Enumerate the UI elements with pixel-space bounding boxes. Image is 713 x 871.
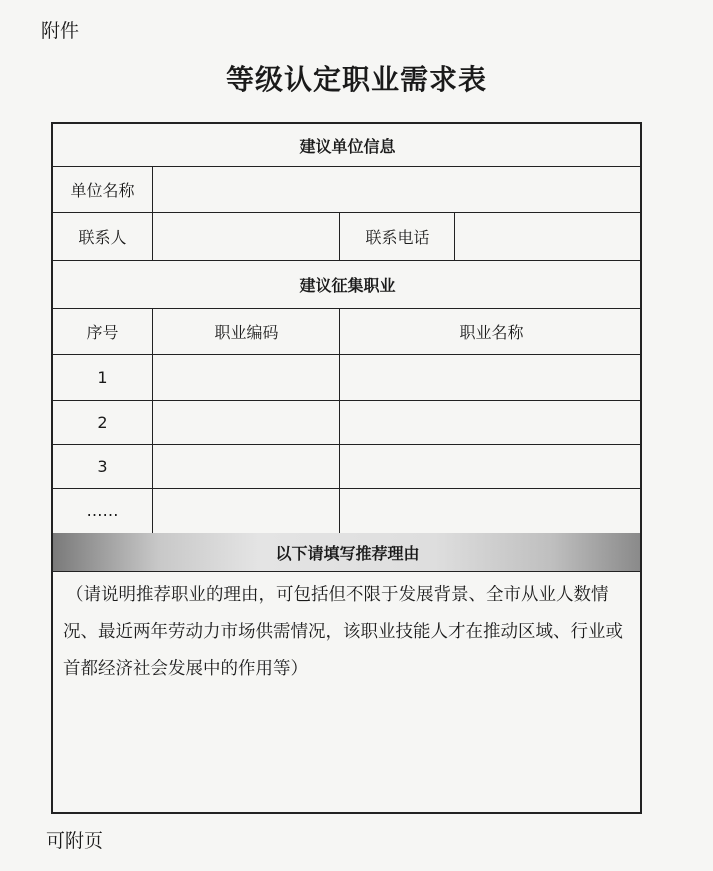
- occupation-code-field[interactable]: [154, 489, 339, 533]
- row-number: 2: [97, 412, 108, 432]
- contact-phone-field[interactable]: [456, 213, 642, 260]
- occupation-name-field[interactable]: [341, 401, 642, 444]
- footer-note: 可附页: [46, 830, 104, 852]
- col-divider: [339, 212, 340, 260]
- document-title: 等级认定职业需求表: [225, 63, 487, 96]
- demand-form: [51, 122, 642, 814]
- occupation-name-field[interactable]: [341, 445, 642, 488]
- section-reason: 以下请填写推荐理由: [275, 543, 420, 563]
- occupation-code-field[interactable]: [154, 401, 339, 444]
- contact-person-field[interactable]: [154, 213, 339, 260]
- contact-person-label: 联系人: [78, 227, 127, 247]
- col-divider: [152, 308, 153, 533]
- column-header-code: 职业编码: [214, 322, 279, 342]
- col-divider: [152, 166, 153, 260]
- row-number: 3: [97, 456, 108, 476]
- contact-phone-label: 联系电话: [365, 227, 430, 247]
- occupation-name-field[interactable]: [341, 489, 642, 533]
- occupation-name-field[interactable]: [341, 355, 642, 400]
- row-divider: [53, 571, 640, 572]
- reason-instructions[interactable]: （请说明推荐职业的理由，可包括但不限于发展背景、全市从业人数情况、最近两年劳动力市场供需情况，该职业技能人才在推动区域、行业或首都经济社会发展中的作用等）: [63, 585, 623, 679]
- column-header-no: 序号: [86, 322, 119, 342]
- row-number: 1: [97, 367, 108, 387]
- column-header-name: 职业名称: [459, 322, 524, 342]
- col-divider: [339, 308, 340, 533]
- occupation-code-field[interactable]: [154, 445, 339, 488]
- unit-name-field[interactable]: [154, 167, 642, 212]
- col-divider: [454, 212, 455, 260]
- row-number: ……: [86, 501, 119, 520]
- occupation-code-field[interactable]: [154, 355, 339, 400]
- unit-name-label: 单位名称: [70, 180, 135, 200]
- section-unit-info: 建议单位信息: [299, 136, 396, 156]
- section-occupation: 建议征集职业: [299, 275, 396, 295]
- attachment-label: 附件: [41, 20, 80, 42]
